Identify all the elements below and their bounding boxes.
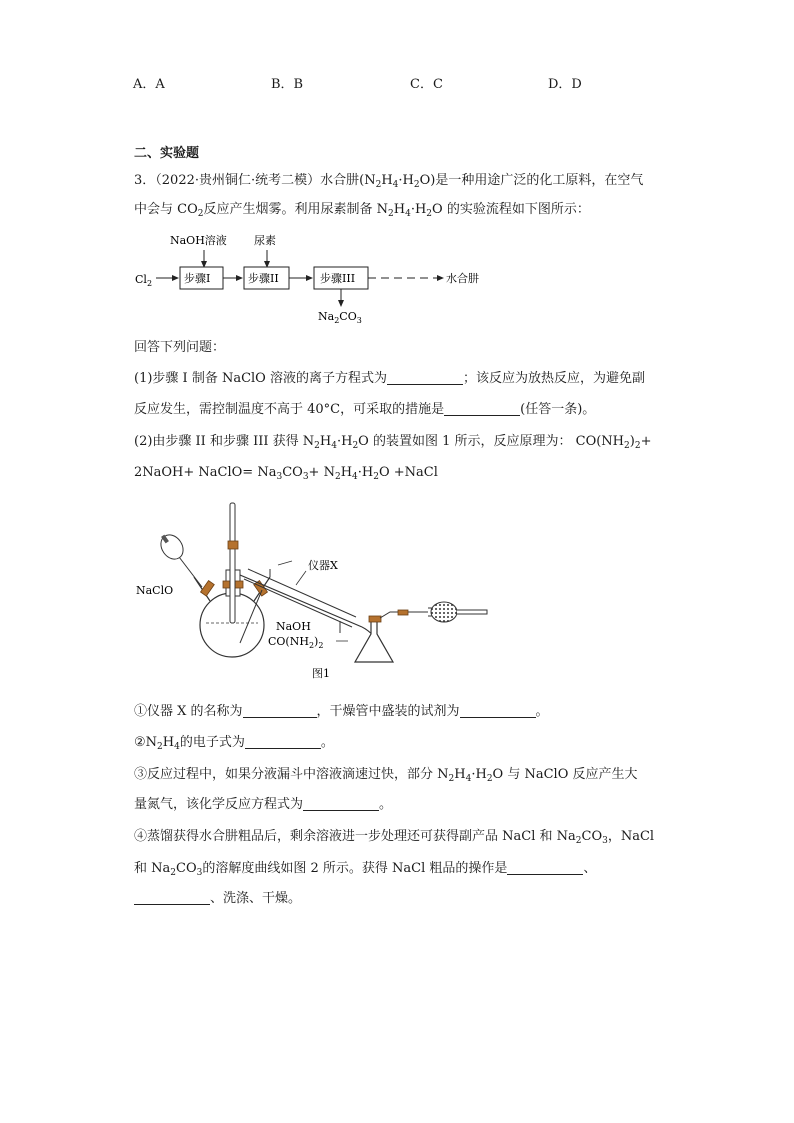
label-naoh: NaOH [276,620,311,633]
subscript: 2 [197,209,204,219]
subq-1 [134,703,549,721]
flow-byproduct-na2co3: $Na_2CO_3$ [318,310,362,325]
subq-4-line2 [134,860,596,878]
text: ③反应过程中，如果分液漏斗中溶液滴速过快，部分 N [134,767,449,782]
flow-output-hydrazine: 水合肼 [446,272,479,285]
text: O 的装置如图 1 所示，反应原理为： CO(NH [358,434,625,449]
text: 。 [535,704,549,719]
text: 水合肼(N [320,173,376,188]
text: 的溶解度曲线如图 2 所示。获得 NaCl 粗品的操作是 [202,861,508,876]
subq-3-line2 [134,796,392,814]
drying-tube-bulb [431,602,457,622]
text: O 与 NaClO 反应产生大 [492,767,638,782]
text: 反应发生，需控制温度不高于 40°C，可采取的措施是 [134,402,445,417]
flow-reagent-urea: 尿素 [254,234,276,247]
subscript: 4 [331,441,337,451]
section-heading: 二、实验题 [134,146,200,161]
text: (2)由步骤 II 和步骤 III 获得 N [134,434,315,449]
subscript: 2 [413,180,420,190]
subscript: 4 [405,209,411,219]
subscript: 3 [276,472,283,482]
text: ·H [357,465,374,480]
subscript: 2 [375,180,382,190]
text: H [454,767,466,782]
q1-line1 [134,370,645,388]
thermometer-stopper [228,541,238,549]
subscript: 2 [388,209,394,219]
text: (1)步骤 I 制备 NaClO 溶液的离子方程式为 [134,371,387,386]
q1-line2 [134,401,595,419]
option-c[interactable]: C．C [410,77,443,92]
text: O 的实验流程如下图所示： [432,202,590,217]
text: ·H [398,173,414,188]
subscript: 2 [314,441,320,451]
text: (任答一条)。 [520,402,596,417]
subscript: 2 [373,472,379,482]
text: 反应产生烟雾。利用尿素制备 N [203,202,388,217]
subscript: 3 [602,836,608,846]
tube-connector [398,610,408,615]
subscript: 2 [426,209,433,219]
subscript: 4 [392,180,399,190]
subscript: 3 [302,472,309,482]
subq-4-line3 [134,890,301,908]
question-intro-line1 [134,172,643,190]
subscript: 2 [352,441,359,451]
subq1-blank-reagent[interactable] [460,703,536,718]
water-out-arrow [278,561,292,565]
flow-step1-label: 步骤I [184,272,211,285]
label-instrument-x: 仪器X [308,559,338,572]
q1-blank-ion-equation[interactable] [387,370,463,385]
left-stopper [201,581,215,596]
text: H [162,735,175,750]
subscript: 2 [624,441,630,451]
subq4-blank-step1[interactable] [507,860,583,875]
text: ；该反应为放热反应，为避免副 [462,371,645,386]
subq1-blank-instrument[interactable] [243,703,317,718]
text: ，NaCl [607,829,655,844]
thermometer [230,503,235,623]
text: 中会与 CO [134,202,198,217]
text: 、洗涤、干燥。 [210,891,302,906]
question-source: （2022·贵州铜仁·统考二模） [155,173,321,188]
text: + N [308,465,335,480]
text: 、 [583,861,597,876]
text: H [381,173,393,188]
option-d[interactable]: D．D [548,77,582,92]
subq-4-line1 [134,828,654,846]
text: CO [176,861,197,876]
text: 和 Na [134,861,171,876]
text: 。 [379,797,393,812]
text: ，干燥管中盛装的试剂为 [316,704,460,719]
separatory-funnel[interactable] [156,531,187,564]
subscript: 2 [448,774,455,784]
text: ·H [410,202,427,217]
question-number: 3． [134,173,156,188]
question-intro-line2 [134,201,590,219]
text: ·H [336,434,353,449]
flow-input-cl2: $Cl_2$ [135,273,153,288]
text: + [640,434,652,449]
text: H [393,202,406,217]
flow-step3-label: 步骤III [320,272,356,285]
subscript: 2 [170,868,176,878]
label-naclo: NaClO [136,584,174,597]
q1-blank-measure[interactable] [444,401,520,416]
subscript: 4 [174,742,180,752]
subscript: 2 [334,472,341,482]
text: ①仪器 X 的名称为 [134,704,243,719]
text: ·H [471,767,487,782]
subscript: 4 [352,472,358,482]
q2-line2 [134,464,438,482]
text: ②N [134,735,158,750]
text: 量氮气，该化学反应方程式为 [134,797,304,812]
label-urea: $CO(NH_2)_2$ [268,635,324,650]
flow-step2-label: 步骤II [248,272,279,285]
subq2-blank-electron-formula[interactable] [245,734,321,749]
text: 。 [320,735,334,750]
flow-reagent-naoh: NaOH溶液 [170,234,227,247]
apparatus-figure [130,495,500,685]
subq-2 [134,734,334,752]
text: O +NaCl [378,465,438,480]
flask-stopper [369,616,381,622]
option-b[interactable]: B．B [271,77,304,92]
funnel-stem [176,553,202,587]
text: ) [629,434,635,449]
text: CO [282,465,303,480]
answer-prompt: 回答下列问题： [134,340,226,355]
subscript: 4 [465,774,472,784]
subscript: 3 [196,868,203,878]
process-flow-diagram [130,228,510,328]
subscript: 2 [157,742,163,752]
subq3-blank-equation[interactable] [303,796,379,811]
q2-line1 [134,433,651,451]
text: 2NaOH+ NaClO= Na [134,465,277,480]
text: H [340,465,353,480]
subscript: 2 [486,774,493,784]
text: 的电子式为 [179,735,245,750]
subscript: 2 [575,836,582,846]
text: H [319,434,332,449]
drying-tube-stem [457,610,487,614]
label-x-pointer [296,571,306,585]
text: O)是一种用途广泛的化工原料，在空气 [419,173,644,188]
text: ④蒸馏获得水合肼粗品后，剩余溶液进一步处理还可获得副产品 NaCl 和 Na [134,829,576,844]
text: CO [581,829,603,844]
option-a[interactable]: A．A [133,77,165,92]
subq4-blank-step2[interactable] [134,890,210,905]
subq-3-line1 [134,766,638,784]
figure-caption: 图1 [312,667,330,680]
subscript: 2 [634,441,641,451]
